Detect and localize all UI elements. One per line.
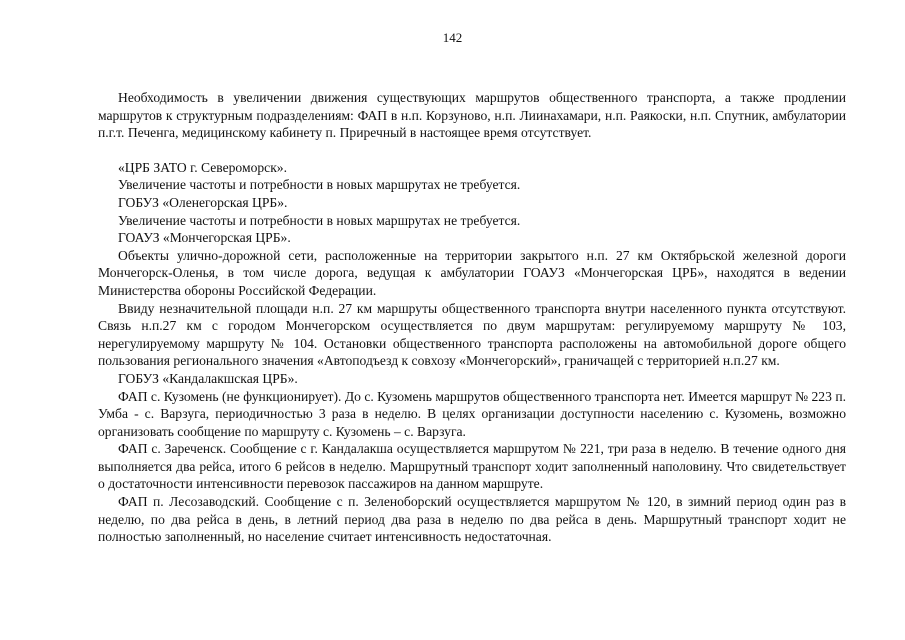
paragraph-monchegorsk-routes: Ввиду незначительной площади н.п. 27 км маршруты общественного транспорта внутри населенного пункта отсутствуют. Связь н.п.27 км с городом Мончегорском осуществляется по двум маршрутам: регулируемому маршруту № 103, нерегулируемому маршруту № 104. Остановки общественного транспорта расположены на автомобильной дороге общего пользования регионального значения «Автоподъезд к совхозу «Мончегорский», граничащей с территорией н.п.27 км. <box>98 300 846 369</box>
paragraph-olenegorsk-heading: ГОБУЗ «Оленегорская ЦРБ». <box>118 194 288 210</box>
paragraph-kandalaksha-heading: ГОБУЗ «Кандалакшская ЦРБ». <box>118 370 298 386</box>
paragraph-lesozavodsky: ФАП п. Лесозаводский. Сообщение с п. Зеленоборский осуществляется маршрутом № 120, в зимний период один раз в неделю, по два рейса в день, в летний период два раза в неделю по два рейса в день. Маршрутный транспорт ходит не полностью заполненный, но население считает интенсивность недостаточная. <box>98 494 846 545</box>
body-text <box>98 89 846 546</box>
paragraph-intro: Необходимость в увеличении движения существующих маршрутов общественного транспорта, а также продлении маршрутов к структурным подразделениям: ФАП в н.п. Корзуново, н.п. Лиинахамари, н.п. Раякоски, н.п. Спутник, амбулатории п.г.т. Печенга, медицинскому кабинету п. Приречный в настоящее время отсутствует. <box>98 90 846 141</box>
paragraph-olenegorsk-text: Увеличение частоты и потребности в новых маршрутах не требуется. <box>118 212 521 228</box>
paragraph-severomorsk-text: Увеличение частоты и потребности в новых маршрутах не требуется. <box>118 177 521 193</box>
paragraph-kuzomen: ФАП с. Кузомень (не функционирует). До с. Кузомень маршрутов общественного транспорта нет. Имеется маршрут № 223 п. Умба - с. Варзуга, периодичностью 3 раза в неделю. В целях организации доступности населению с. Кузомень, возможно организовать сообщение по маршруту с. Кузомень – с. Варзуга. <box>98 388 846 439</box>
paragraph-zarechensk: ФАП с. Зареченск. Сообщение с г. Кандалакша осуществляется маршрутом № 221, три раза в неделю. В течение одного дня выполняется два рейса, итого 6 рейсов в неделю. Маршрутный транспорт ходит заполненный наполовину. Что свидетельствует о достаточности интенсивности перевозок пассажиров на данном маршруте. <box>98 441 846 492</box>
paragraph-monchegorsk-heading: ГОАУЗ «Мончегорская ЦРБ». <box>118 230 291 246</box>
paragraph-severomorsk-heading: «ЦРБ ЗАТО г. Североморск». <box>118 159 287 175</box>
paragraph-monchegorsk-roads: Объекты улично-дорожной сети, расположенные на территории закрытого н.п. 27 км Октябрьской железной дороги Мончегорск-Оленья, в том числе дорога, ведущая к амбулатории ГОАУЗ «Мончегорская ЦРБ», находятся в ведении Министерства обороны Российской Федерации. <box>98 247 846 298</box>
page-number: 142 <box>442 30 463 45</box>
